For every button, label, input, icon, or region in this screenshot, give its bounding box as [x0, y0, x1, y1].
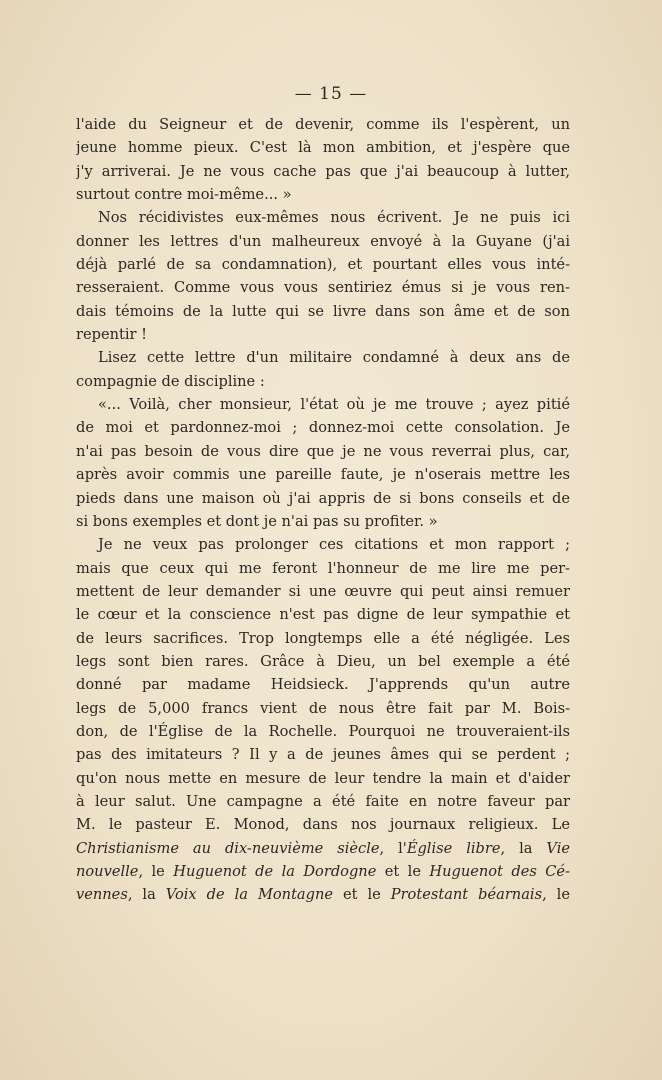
text-line: déjà parlé de sa condamnation), et pourtant elles vous inté-: [76, 256, 570, 274]
text-fragment: , le: [542, 886, 570, 904]
text-line: si bons exemples et dont je n'ai pas su profiter. »: [76, 512, 438, 530]
text-line: j'y arriverai. Je ne vous cache pas que j'ai beaucoup à lutter,: [76, 162, 570, 180]
text-line: à leur salut. Une campagne a été faite en notre faveur par: [76, 792, 570, 810]
italic-title: Huguenot des Cé-: [429, 863, 570, 880]
text-line: legs sont bien rares. Grâce à Dieu, un bel exemple a été: [76, 652, 570, 670]
text-line: M. le pasteur E. Monod, dans nos journaux religieux. Le: [76, 816, 570, 834]
text-line: qu'on nous mette en mesure de leur tendre la main et d'aider: [76, 769, 570, 787]
text-line: Lisez cette lettre d'un militaire condamné à deux ans de: [98, 349, 570, 367]
page-number: — 15 —: [294, 84, 368, 104]
text-fragment: et le: [376, 863, 430, 880]
italic-title: Voix de la Montagne: [165, 886, 334, 904]
text-line: pieds dans une maison où j'ai appris de si bons conseils et de: [76, 489, 570, 507]
italic-title: nouvelle: [76, 863, 139, 880]
text-line: dais témoins de la lutte qui se livre dans son âme et de son: [76, 302, 570, 320]
italic-title: Église libre: [406, 839, 501, 857]
text-fragment: et le: [333, 886, 391, 904]
text-line: [76, 883, 570, 906]
text-line: mettent de leur demander si une œuvre qui peut ainsi remuer: [76, 582, 570, 600]
text-line: repentir !: [76, 326, 148, 344]
text-line: n'ai pas besoin de vous dire que je ne vous reverrai plus, car,: [76, 442, 570, 460]
italic-title: Christianisme au dix-neuvième siècle: [76, 839, 380, 857]
text-line: l'aide du Seigneur et de devenir, comme ils l'espèrent, un: [76, 116, 570, 133]
text-line: Nos récidivistes eux-mêmes nous écrivent. Je ne puis ici: [98, 209, 570, 227]
page-body: [76, 113, 570, 907]
text-fragment: , la: [500, 839, 547, 857]
text-line: mais que ceux qui me feront l'honneur de me lire me per-: [76, 559, 570, 577]
text-line: pas des imitateurs ? Il y a de jeunes âmes qui se perdent ;: [76, 746, 570, 764]
text-line: de leurs sacrifices. Trop longtemps elle a été négligée. Les: [76, 629, 570, 647]
text-line: don, de l'Église de la Rochelle. Pourquoi ne trouveraient-ils: [76, 722, 570, 740]
text-line: resseraient. Comme vous vous sentiriez émus si je vous ren-: [76, 279, 570, 297]
text-line: surtout contre moi-même... »: [76, 186, 292, 204]
text-line: «... Voilà, cher monsieur, l'état où je me trouve ; ayez pitié: [98, 396, 570, 414]
text-line: donné par madame Heidsieck. J'apprends qu'un autre: [76, 676, 570, 694]
text-line: [76, 837, 570, 860]
text-line: [76, 860, 570, 883]
italic-title: Vie: [546, 839, 570, 857]
text-line: jeune homme pieux. C'est là mon ambition, et j'espère que: [76, 139, 570, 157]
text-line: donner les lettres d'un malheureux envoyé à la Guyane (j'ai: [76, 232, 570, 250]
text-line: Je ne veux pas prolonger ces citations et mon rapport ;: [98, 536, 570, 554]
text-fragment: , le: [138, 863, 174, 880]
text-line: après avoir commis une pareille faute, je n'oserais mettre les: [76, 466, 570, 484]
text-line: le cœur et la conscience n'est pas digne de leur sympathie et: [76, 606, 570, 624]
text-fragment: , l': [379, 839, 407, 857]
text-line: compagnie de discipline :: [76, 372, 265, 390]
italic-title: Huguenot de la Dordogne: [173, 863, 377, 880]
text-line: legs de 5,000 francs vient de nous être fait par M. Bois-: [76, 699, 570, 717]
italic-title: Protestant béarnais: [390, 886, 543, 904]
text-line: de moi et pardonnez-moi ; donnez-moi cette consolation. Je: [76, 419, 570, 437]
text-fragment: , la: [127, 886, 166, 904]
italic-title: vennes: [76, 886, 128, 904]
